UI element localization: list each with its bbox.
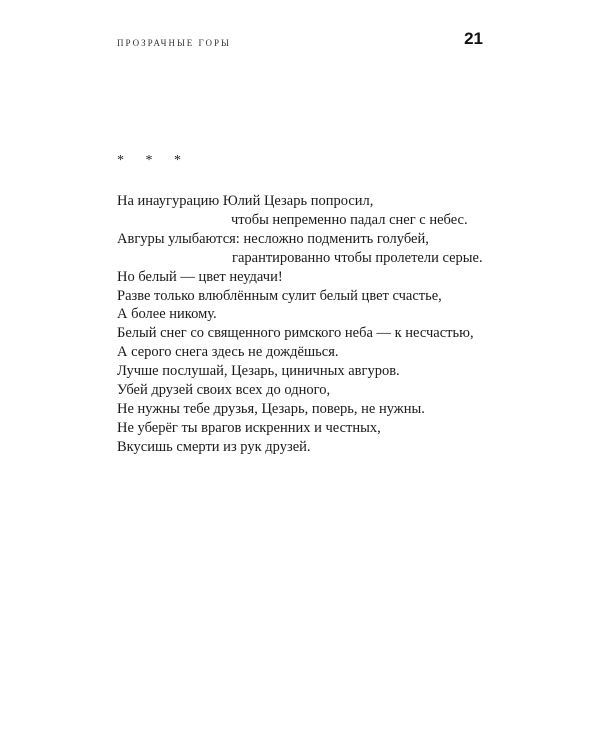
poem-line: А более никому. xyxy=(117,306,217,323)
poem-line: Вкусишь смерти из рук друзей. xyxy=(117,438,311,455)
poem-line: Разве только влюблённым сулит белый цвет счастье, xyxy=(117,287,442,304)
poem-line: Убей друзей своих всех до одного, xyxy=(117,382,331,399)
poem-line: Лучше послушай, Цезарь, циничных авгуров. xyxy=(117,363,400,380)
poem-line: Не нужны тебе друзья, Цезарь, поверь, не нужны. xyxy=(117,400,425,417)
section-asterisms: * * * xyxy=(117,153,190,168)
poem-line: Не уберёг ты врагов искренних и честных, xyxy=(117,419,381,436)
poem-line: А серого снега здесь не дождёшься. xyxy=(117,344,339,361)
poem-line: Но белый — цвет неудачи! xyxy=(117,268,283,285)
poem-body xyxy=(117,192,497,457)
page-number: 21 xyxy=(464,29,483,48)
poem-line: чтобы непременно падал снег с небес. xyxy=(231,211,468,228)
poem-line: На инаугурацию Юлий Цезарь попросил, xyxy=(117,193,374,209)
running-title: ПРОЗРАЧНЫЕ ГОРЫ xyxy=(117,38,231,48)
poem-line: Авгуры улыбаются: несложно подменить голубей, xyxy=(117,230,429,247)
poem-line: Белый снег со священного римского неба — к несчастью, xyxy=(117,325,474,342)
poem-line: гарантированно чтобы пролетели серые. xyxy=(232,249,483,266)
